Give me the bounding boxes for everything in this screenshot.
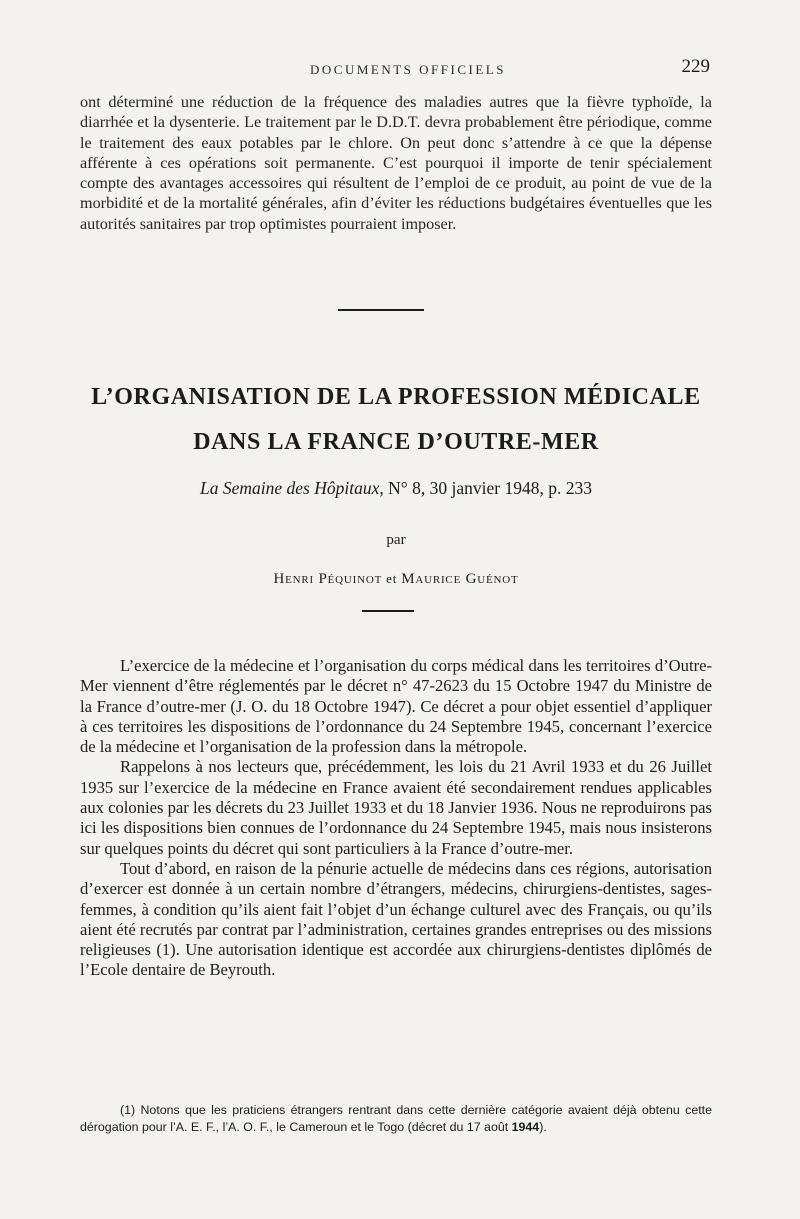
footnote-main: (1) Notons que les praticiens étrangers rentrant dans cette dernière catégorie avaient déjà obtenu cette dérogation pour l’A. E. F., l’A. O. F., le Cameroun et le Togo (décret du 17 août: [80, 1103, 712, 1134]
author-1: Henri Péquinot: [273, 571, 383, 587]
article-title-line2: DANS LA FRANCE D’OUTRE-MER: [193, 429, 599, 455]
page-header: [80, 56, 712, 84]
footnote: [80, 1102, 712, 1135]
article-title-line1: L’ORGANISATION DE LA PROFESSION MÉDICALE: [91, 384, 701, 410]
intro-paragraph: ont déterminé une réduction de la fréquence des maladies autres que la fièvre typhoïde, la diarrhée et la dysenterie. Le traitement par le D.D.T. devra probablement être périodique, comme le traitement des eaux potables par le chlore. On peut donc s’attendre à ce que la dépense afférente à ces opérations soit permanente. C’est pourquoi il importe de tenir spécialement compte des avantages accessoires qui résultent de l’emploi de ce produit, au point de vue de la morbidité et de la mortalité générales, afin d’éviter les réductions budgétaires éventuelles que les autorités sanitaires par trop optimistes pourraient imposer.: [80, 93, 712, 233]
body-paragraph-1: L’exercice de la médecine et l’organisation du corps médical dans les territoires d’Outre-Mer viennent d’être réglementés par le décret n° 47-2623 du 15 Octobre 1947 du Ministre de la France d’outre-mer (J. O. du 18 Octobre 1947). Ce décret a pour objet essentiel d’appliquer à ces territoires les dispositions de l’ordonnance du 24 Septembre 1945, concernant l’exercice de la médecine et l’organisation de la profession dans la métropole.: [80, 656, 712, 757]
section-divider: [338, 309, 424, 311]
authors-and: et: [382, 571, 402, 586]
author-divider: [362, 610, 414, 612]
body-paragraph-2: Rappelons à nos lecteurs que, précédemment, les lois du 21 Avril 1933 et du 26 Juillet 1935 sur l’exercice de la médecine en France avaient été secondairement rendues applicables aux colonies par les décrets du 23 Juillet 1933 et du 18 Janvier 1936. Nous ne reproduirons pas ici les dispositions bien connues de l’ordonnance du 24 Septembre 1945, mais nous insisterons sur quelques points du décret qui sont particuliers à la France d’outre-mer.: [80, 757, 712, 858]
footnote-end: ).: [539, 1119, 547, 1134]
footnote-year: 1944: [511, 1119, 540, 1134]
article-source: [80, 478, 712, 499]
document-page: [80, 0, 712, 1219]
source-journal: La Semaine des Hôpitaux,: [200, 478, 384, 498]
source-details: N° 8, 30 janvier 1948, p. 233: [383, 478, 592, 498]
article-body: [80, 656, 712, 981]
by-line: par: [386, 532, 406, 548]
body-paragraph-3: Tout d’abord, en raison de la pénurie actuelle de médecins dans ces régions, autorisation d’exercer est donnée à un certain nombre d’étrangers, médecins, chirurgiens-dentistes, sages-femmes, à condition qu’ils aient fait l’objet d’un échange culturel avec des Français, ou qu’ils aient été recrutés par contrat par l’administration, certaines grandes entreprises ou des missions religieuses (1). Une autorisation identique est accordée aux chirurgiens-dentistes diplômés de l’Ecole dentaire de Beyrouth.: [80, 858, 712, 980]
page-number: 229: [681, 56, 710, 77]
authors: [80, 571, 712, 588]
author-2: Maurice Guénot: [401, 571, 519, 587]
running-title: DOCUMENTS OFFICIELS: [310, 62, 506, 77]
